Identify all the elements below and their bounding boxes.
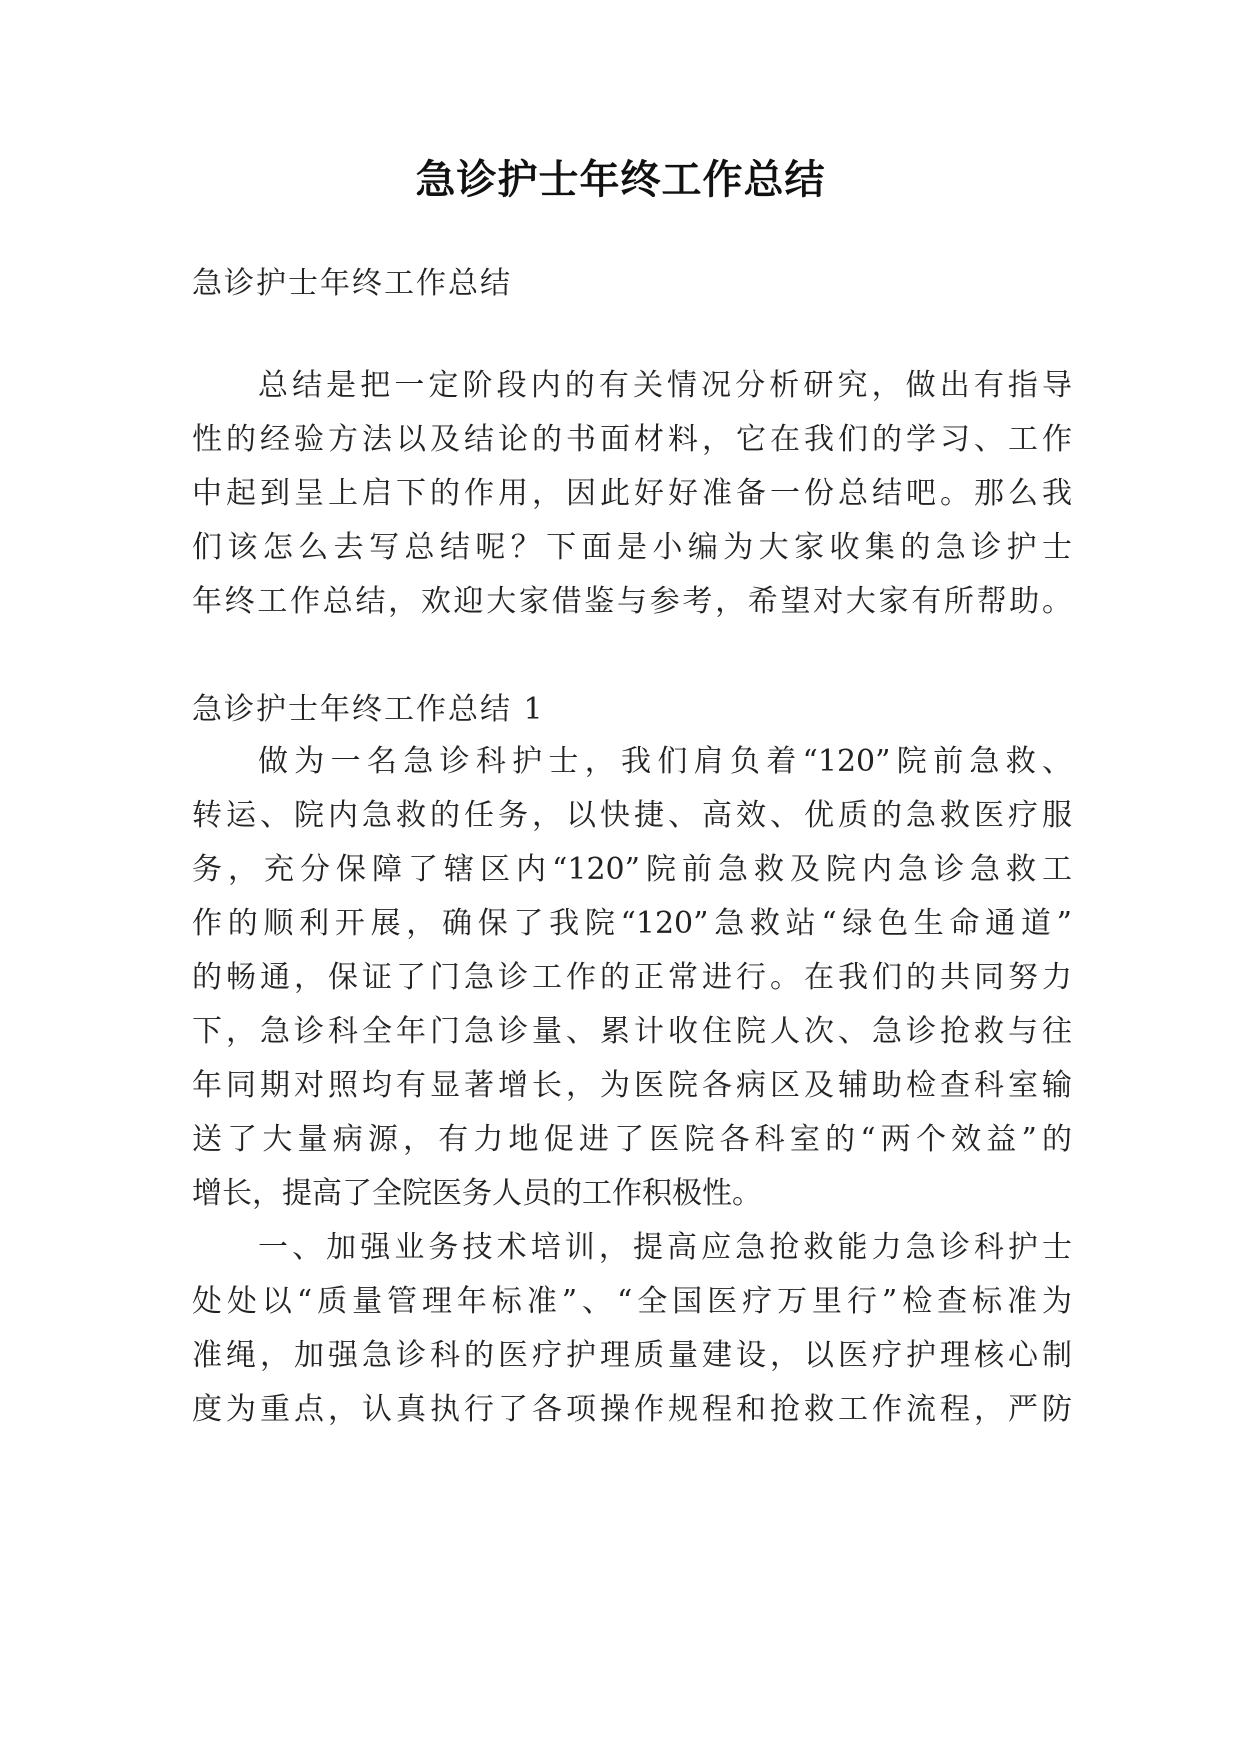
intro-line: 们该怎么去写总结呢？下面是小编为大家收集的急诊护士 — [192, 530, 1072, 565]
body-line: 做为一名急诊科护士，我们肩负着“120”院前急救、 — [258, 744, 1072, 779]
intro-line: 中起到呈上启下的作用，因此好好准备一份总结吧。那么我 — [192, 476, 1072, 511]
body-line: 年同期对照均有显著增长，为医院各病区及辅助检查科室输 — [192, 1068, 1072, 1103]
body-line: 处处以“质量管理年标准”、“全国医疗万里行”检查标准为 — [192, 1284, 1072, 1319]
body-line: 送了大量病源，有力地促进了医院各科室的“两个效益”的 — [192, 1122, 1072, 1157]
body-line: 下，急诊科全年门急诊量、累计收住院人次、急诊抢救与往 — [192, 1014, 1072, 1049]
page-title: 急诊护士年终工作总结 — [415, 157, 826, 203]
body-line: 作的顺利开展，确保了我院“120”急救站“绿色生命通道” — [192, 906, 1072, 941]
intro-line: 性的经验方法以及结论的书面材料，它在我们的学习、工作 — [192, 422, 1072, 457]
subtitle: 急诊护士年终工作总结 — [192, 266, 512, 301]
body-line: 度为重点，认真执行了各项操作规程和抢救工作流程，严防 — [192, 1392, 1072, 1427]
intro-line: 总结是把一定阶段内的有关情况分析研究，做出有指导 — [258, 368, 1072, 403]
body-line: 准绳，加强急诊科的医疗护理质量建设，以医疗护理核心制 — [192, 1338, 1072, 1373]
body-line: 一、加强业务技术培训，提高应急抢救能力急诊科护士 — [258, 1230, 1072, 1265]
body-line: 转运、院内急救的任务，以快捷、高效、优质的急救医疗服 — [192, 798, 1072, 833]
body-line: 的畅通，保证了门急诊工作的正常进行。在我们的共同努力 — [192, 960, 1072, 995]
body-line: 务，充分保障了辖区内“120”院前急救及院内急诊急救工 — [192, 852, 1072, 887]
body-line: 增长，提高了全院医务人员的工作积极性。 — [192, 1176, 762, 1211]
intro-line: 年终工作总结，欢迎大家借鉴与参考，希望对大家有所帮助。 — [192, 584, 1072, 619]
section-heading: 急诊护士年终工作总结 1 — [192, 692, 545, 727]
